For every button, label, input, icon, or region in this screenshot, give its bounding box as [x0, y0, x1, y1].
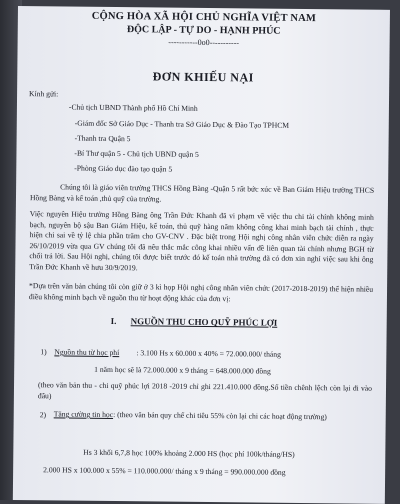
document-title: ĐƠN KHIẾU NẠI: [152, 69, 254, 85]
recipient-item: -Chủ tịch UBND Thành phố Hồ Chí Minh: [68, 102, 198, 113]
item-2-heading: Tăng cường tin học: [53, 409, 114, 420]
item-1-heading: Nguồn thu từ học phí: [54, 347, 120, 358]
section-numeral: I.: [110, 315, 117, 327]
item-1-label: 1): [40, 347, 47, 357]
item-1-text: : 3.100 Hs x 60.000 x 40% = 72.000.000/ tháng: [136, 348, 281, 359]
country-header: CỘNG HÒA XÃ HỘI CHỦ NGHĨA VIỆT NAM: [91, 10, 317, 25]
recipient-item: -Thanh tra Quận 5: [74, 133, 131, 144]
motto-header: ĐỘC LẬP - TỰ DO - HẠNH PHÚC: [126, 24, 281, 37]
recipient-item: -Phòng Giáo dục đào tạo quận 5: [74, 163, 173, 174]
section-title: NGUỒN THU CHO QUỸ PHÚC LỢI: [130, 316, 278, 328]
recipient-item: -Giám đốc Sở Giáo Dục - Thanh tra Sở Giáo Dục & Đào Tạo TPHCM: [74, 118, 290, 130]
item-2-line: [54, 409, 374, 423]
intro-paragraph: Chúng tôi là giáo viên trường THCS Hồng Bàng -Quận 5 rất bức xúc về Ban Giám Hiệu trường THCS Hồng Bàng và kế toán ,thủ quỹ của trường.: [29, 182, 375, 204]
item-2-calculation: 2.000 HS x 100.000 x 55% = 110.000.000/ tháng x 9 tháng = 990.000.000 đồng: [43, 465, 286, 477]
complaint-paragraph: Việc nguyên Hiệu trưởng Hồng Bàng ông Trần Đức Khanh đã vi phạm về việc thu chi tài chính không minh bạch, nguyên bộ sậu Ban Giám Hiệu, kế toán, thủ quỹ hàng năm không công khai minh bạch tài chính , thực hiện chi sai về tỷ lệ chia phần trăm cho GV-CNV . Đặc biệt trong Hội nghị công nhân viên chức diễn ra ngày 26/10/2019 vừa qua GV chúng tôi đã nêu thắc mắc công khai nhiều vấn đề liên quan tài chính nhưng BGH từ chối trả lời. Sau Hội nghị, chúng tôi được biết trước đó kế toán nhà trường đã có đơn xin nghỉ việc sau khi ông Trần Đức Khanh về hưu 30/9/2019.: [29, 209, 374, 272]
item-1-note: (theo văn bản thu - chi quỹ phúc lợi 2018 -2019 chỉ ghi 221.410.000 đồng.Số tiền chênh lệch còn lại đi vào đâu): [37, 380, 373, 400]
item-2-text: : (theo văn bản quy chế chi tiêu 55% còn lại chi các hoạt động trường): [113, 410, 327, 422]
item-2-label: 2): [39, 410, 47, 420]
recipient-item: -Bí Thư quận 5 - Chủ tịch UBND quận 5: [74, 148, 199, 159]
evidence-paragraph: *Dựa trên văn bản chúng tôi còn giữ ở 3 kì họp Hội nghị công nhân viên chức (2017-2018-2019) thể hiện nhiều điều không minh bạch về nguồn thu từ hoạt động khác của đơn vị:: [28, 281, 374, 303]
recipients-label: Kính gửi:: [29, 89, 59, 99]
item-1-annual: 1 năm học sẽ là 72.000.000 x 9 tháng = 648.000.000 đồng: [94, 364, 271, 376]
document-page: [13, 6, 390, 504]
header-divider: -----------0o0-----------: [168, 37, 239, 48]
item-2-students: Hs 3 khối 6,7,8 học 100% khoảng 2.000 HS (học phí 100k/tháng/HS): [83, 447, 295, 459]
